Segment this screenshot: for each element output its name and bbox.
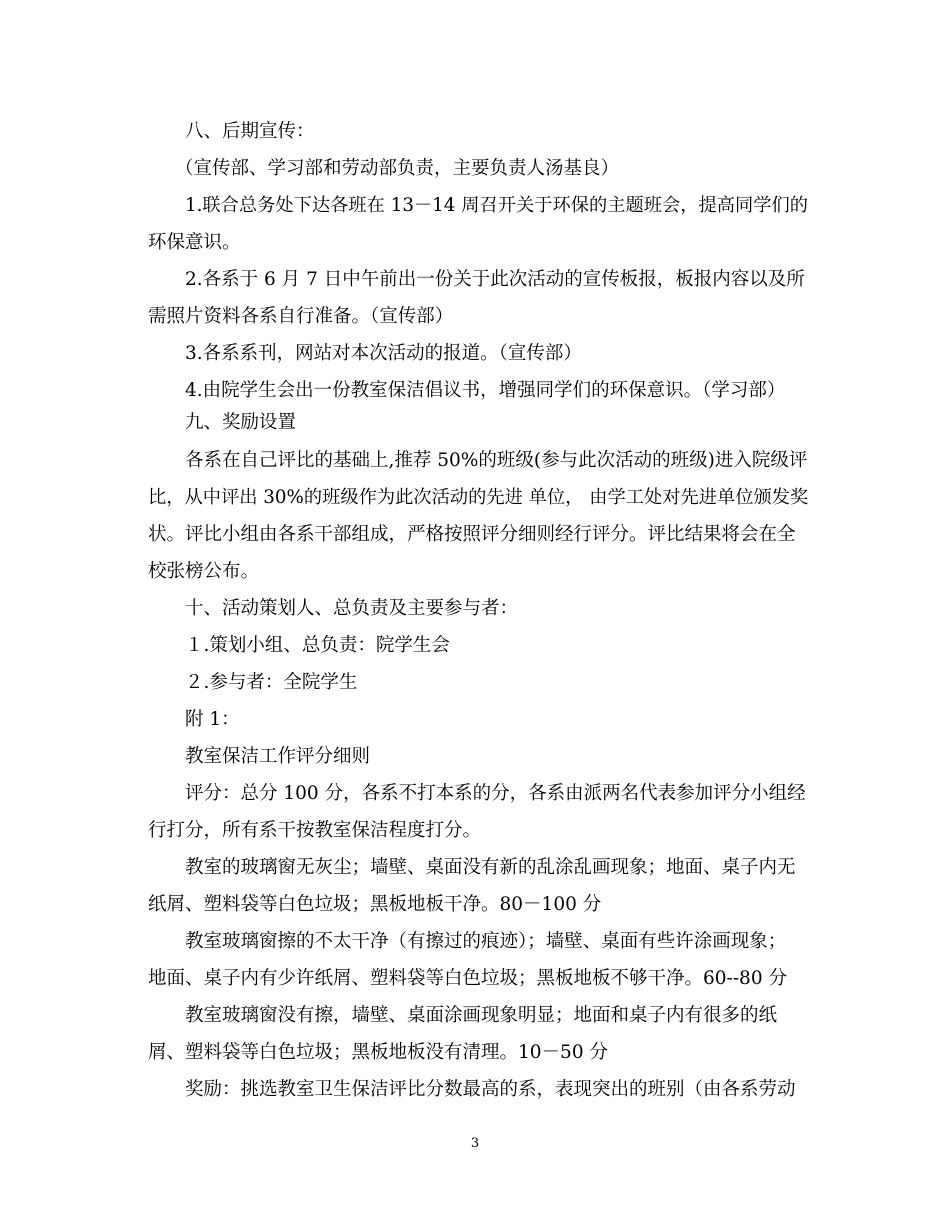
paragraph-line: 2.各系于 6 月 7 日中午前出一份关于此次活动的宣传板报，板报内容以及所 [185,269,805,290]
page-number: 3 [470,1136,480,1151]
paragraph-line: （宣传部、学习部和劳动部负责，主要负责人汤基良） [175,158,620,179]
paragraph-line: 校张榜公布。 [148,561,260,582]
paragraph-line: 状。评比小组由各系干部组成，严格按照评分细则经行评分。评比结果将会在全 [148,524,796,545]
paragraph-line: 行打分，所有系干按教室保洁程度打分。 [148,820,482,841]
paragraph-line: 环保意识。 [148,232,241,253]
paragraph-line: ２.参与者：全院学生 [185,672,358,693]
paragraph-line: 地面、桌子内有少许纸屑、塑料袋等白色垃圾；黑板地板不够干净。60--80 分 [148,968,787,989]
paragraph-line: 教室玻璃窗没有擦，墙壁、桌面涂画现象明显；地面和桌子内有很多的纸 [185,1005,778,1026]
paragraph-line: 需照片资料各系自行准备。（宣传部） [148,306,454,327]
appendix-title: 教室保洁工作评分细则 [185,746,371,767]
paragraph-line: １.策划小组、总负责：院学生会 [185,635,450,656]
paragraph-line: 奖励：挑选教室卫生保洁评比分数最高的系，表现突出的班别（由各系劳动 [185,1079,796,1100]
paragraph-line: 评分：总分 100 分，各系不打本系的分，各系由派两名代表参加评分小组经 [185,783,806,804]
paragraph-line: 4.由院学生会出一份教室保洁倡议书，增强同学们的环保意识。（学习部） [185,380,786,401]
paragraph-line: 教室玻璃窗擦的不太干净（有擦过的痕迹）；墙壁、桌面有些许涂画现象； [185,931,787,952]
paragraph-line: 教室的玻璃窗无灰尘；墙壁、桌面没有新的乱涂乱画现象；地面、桌子内无 [185,857,796,878]
paragraph-line: 屑、塑料袋等白色垃圾；黑板地板没有清理。10－50 分 [148,1042,608,1063]
appendix-label: 附 1： [185,709,240,730]
paragraph-line: 各系在自己评比的基础上,推荐 50%的班级(参与此次活动的班级)进入院级评 [185,450,808,471]
paragraph-line: 1.联合总务处下达各班在 13－14 周召开关于环保的主题班会，提高同学们的 [185,195,808,216]
paragraph-line: 纸屑、塑料袋等白色垃圾；黑板地板干净。80－100 分 [148,894,602,915]
heading-promotion: 八、后期宣传： [185,121,315,142]
paragraph-line: 比，从中评出 30%的班级作为此次活动的先进 单位， 由学工处对先进单位颁发奖 [148,487,809,508]
heading-organizers: 十、活动策划人、总负责及主要参与者： [185,598,519,619]
heading-awards: 九、奖励设置 [185,412,297,433]
paragraph-line: 3.各系系刊，网站对本次活动的报道。（宣传部） [185,343,582,364]
